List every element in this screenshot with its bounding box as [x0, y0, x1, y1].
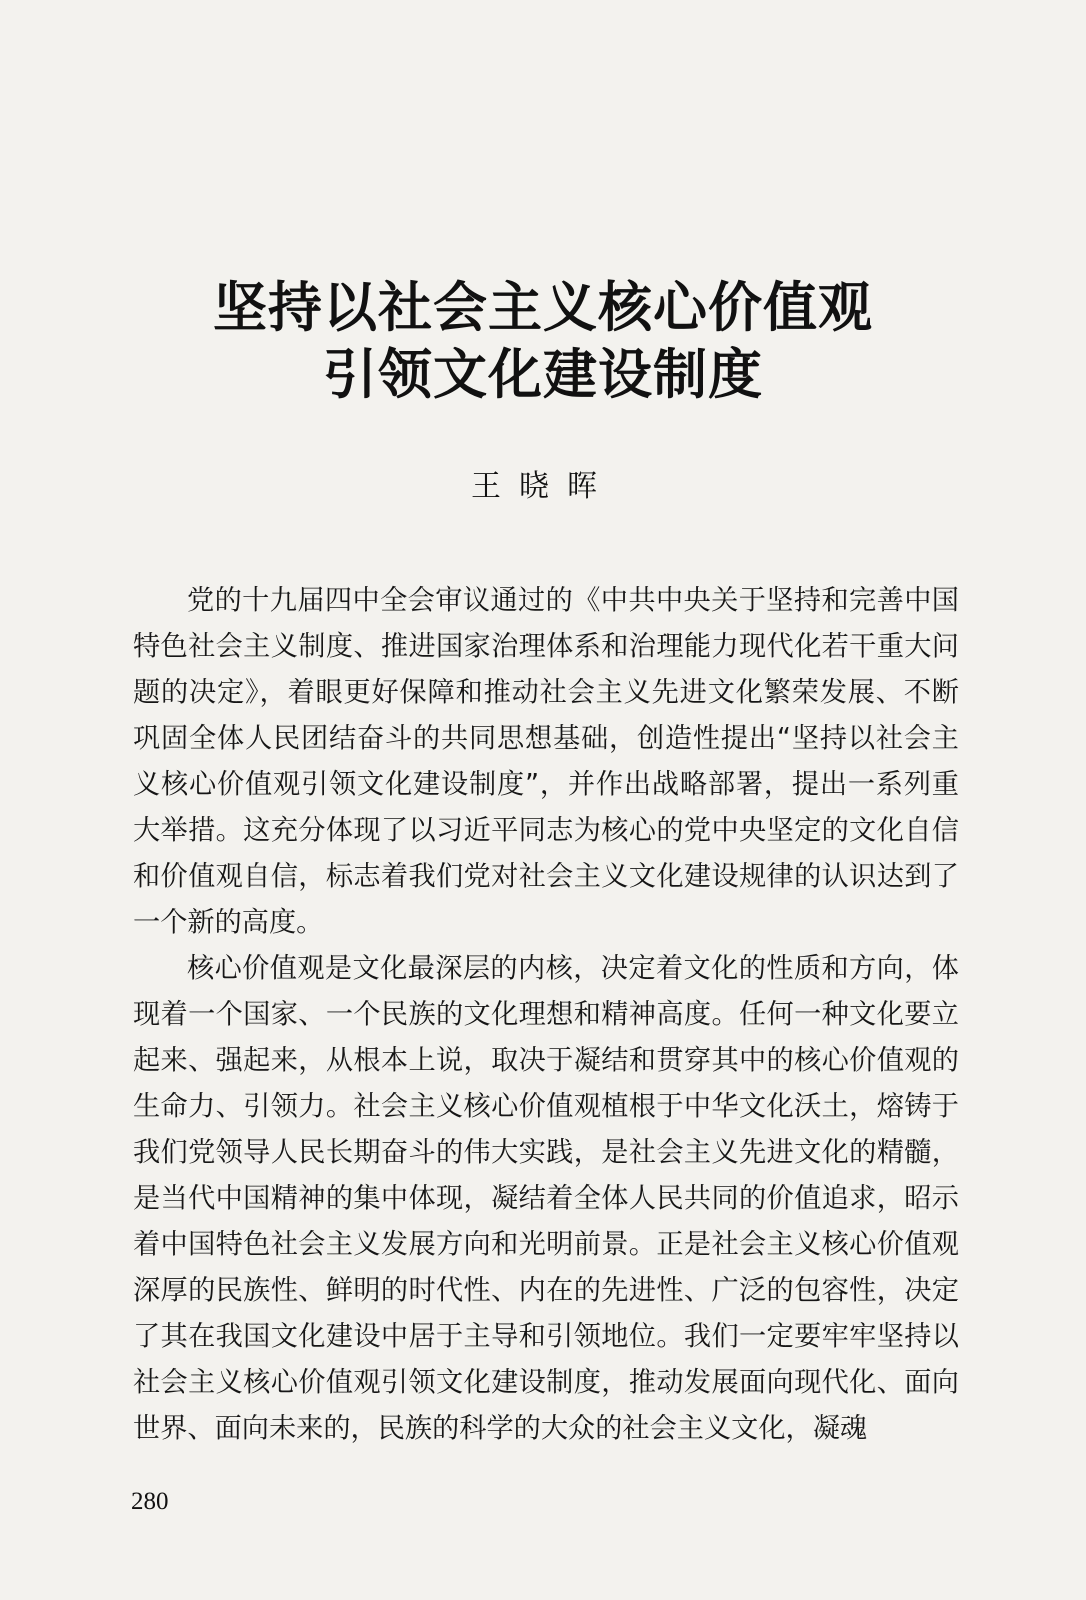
- page-number: 280: [131, 1488, 169, 1515]
- paragraph: 核心价值观是文化最深层的内核，决定着文化的性质和方向，体现着一个国家、一个民族的文化理想和精神高度。任何一种文化要立起来、强起来，从根本上说，取决于凝结和贯穿其中的核心价值观的生命力、引领力。社会主义核心价值观植根于中华文化沃土，熔铸于我们党领导人民长期奋斗的伟大实践，是社会主义先进文化的精髓，是当代中国精神的集中体现，凝结着全体人民共同的价值追求，昭示着中国特色社会主义发展方向和光明前景。正是社会主义核心价值观深厚的民族性、鲜明的时代性、内在的先进性、广泛的包容性，决定了其在我国文化建设中居于主导和引领地位。我们一定要牢牢坚持以社会主义核心价值观引领文化建设制度，推动发展面向现代化、面向世界、面向未来的，民族的科学的大众的社会主义文化，凝魂: [133, 953, 959, 1444]
- author-name: 王晓晖: [471, 469, 615, 504]
- article-title-line-2: 引领文化建设制度: [323, 343, 763, 406]
- paragraph: 党的十九届四中全会审议通过的《中共中央关于坚持和完善中国特色社会主义制度、推进国家治理体系和治理能力现代化若干重大问题的决定》，着眼更好保障和推动社会主义先进文化繁荣发展、不断巩固全体人民团结奋斗的共同思想基础，创造性提出“坚持以社会主义核心价值观引领文化建设制度”，并作出战略部署，提出一系列重大举措。这充分体现了以习近平同志为核心的党中央坚定的文化自信和价值观自信，标志着我们党对社会主义文化建设规律的认识达到了一个新的高度。: [133, 585, 959, 938]
- article-title-line-1: 坚持以社会主义核心价值观: [213, 276, 873, 339]
- article-body: [133, 578, 959, 1452]
